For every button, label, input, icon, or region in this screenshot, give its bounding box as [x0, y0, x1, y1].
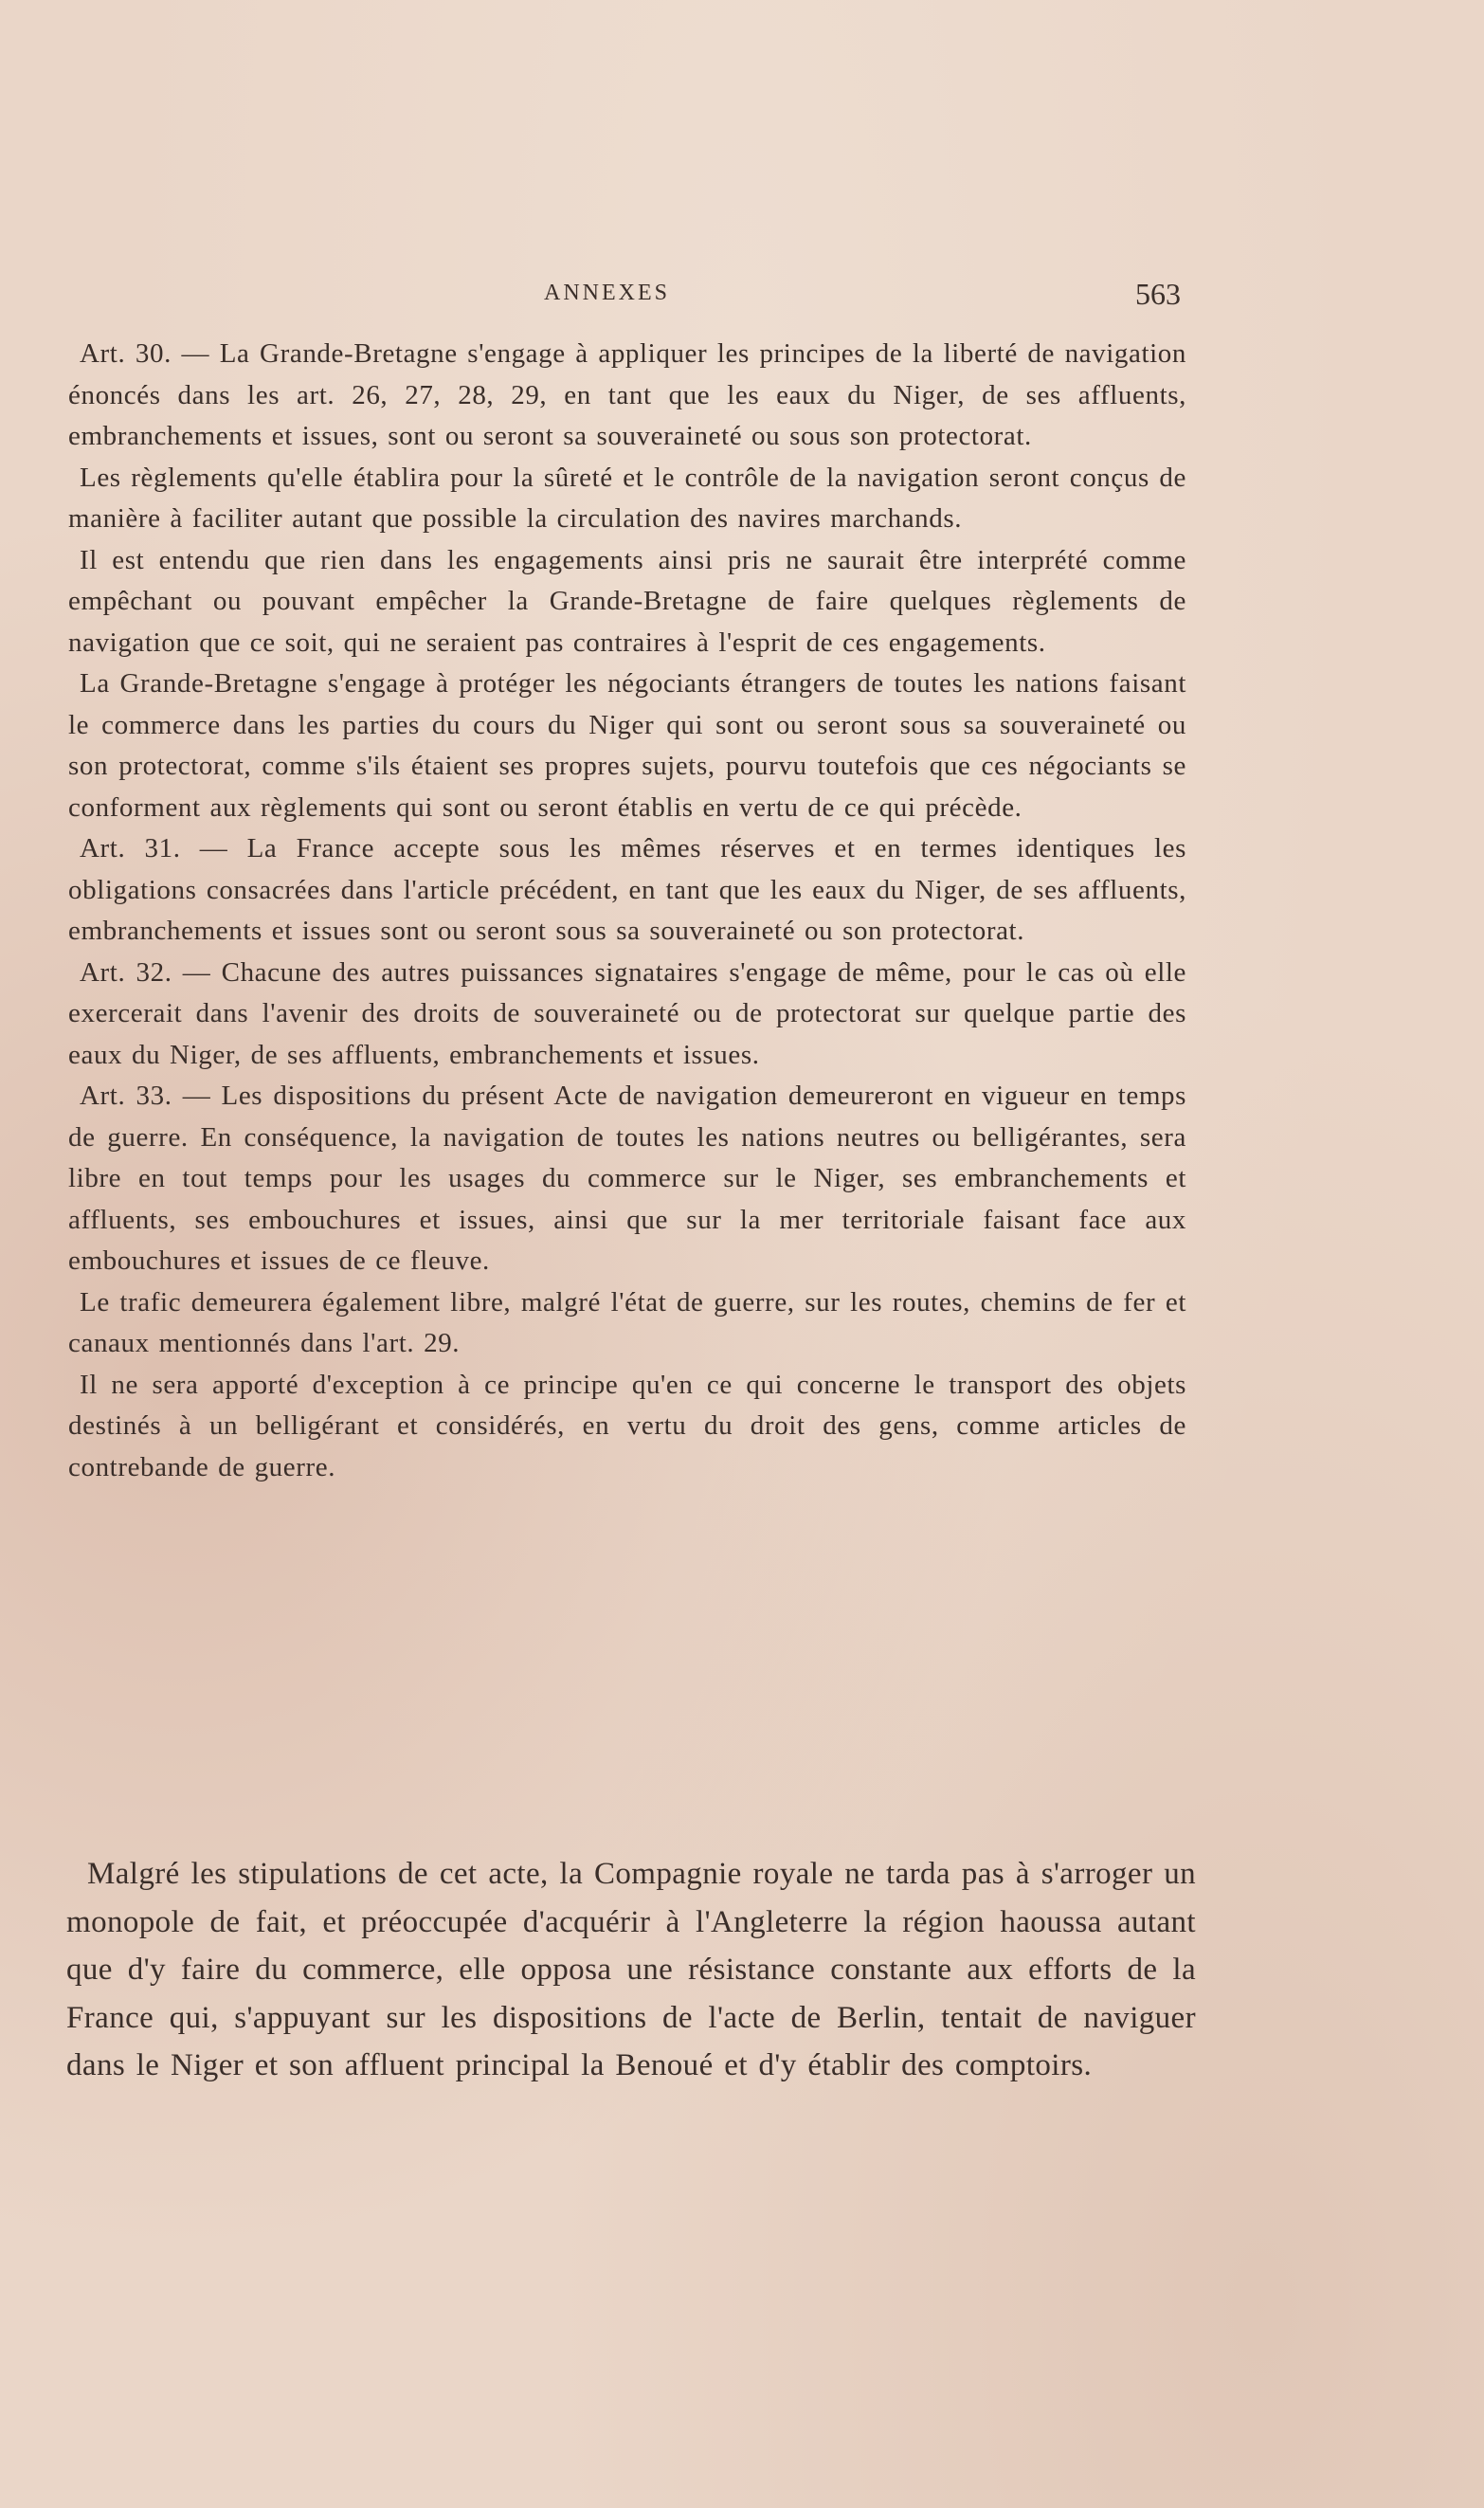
article-30-protection: La Grande-Bretagne s'engage à protéger les négociants étrangers de toutes les nations faisant le commerce dans les parties du cours du Niger qui sont ou seront sous sa souveraineté ou son protectorat, comme s'ils étaient ses propres sujets, pourvu toutefois que ces négociants se conforment aux règlements qui sont ou seront établis en vertu de ce qui précède. — [68, 668, 1186, 823]
article-30-understanding: Il est entendu que rien dans les engagements ainsi pris ne saurait être interprété comme empêchant ou pouvant empêcher la Grande-Bretagne de faire quelques règlements de navigation que ce soit, qui ne seraient pas contraires à l'esprit de ces engagements. — [68, 544, 1186, 658]
narrative-paragraph: Malgré les stipulations de cet acte, la Compagnie royale ne tarda pas à s'arroger un monopole de fait, et préoccupée d'acquérir à l'Angleterre la région haoussa autant que d'y faire du commerce, elle opposa une résistance constante aux efforts de la France qui, s'appuyant sur les dispositions de l'acte de Berlin, tentait de naviguer dans le Niger et son affluent principal la Benoué et d'y établir des comptoirs. — [66, 1857, 1196, 2082]
article-33-exception: Il ne sera apporté d'exception à ce principe qu'en ce qui concerne le transport des objets destinés à un belligérant et considérés, en vertu du droit des gens, comme articles de contrebande de guerre. — [68, 1369, 1186, 1482]
article-33: Art. 33. — Les dispositions du présent Acte de navigation demeureront en vigueur en temps de guerre. En conséquence, la navigation de toutes les nations neutres ou belligérantes, sera libre en tout temps pour les usages du commerce sur le Niger, ses embranchements et affluents, ses embouchures et issues, ainsi que sur la mer territoriale faisant face aux embouchures et issues de ce fleuve. — [68, 1081, 1186, 1276]
page-number: 563 — [1135, 277, 1181, 311]
article-30: Art. 30. — La Grande-Bretagne s'engage à appliquer les principes de la liberté de navigation énoncés dans les art. 26, 27, 28, 29, en tant que les eaux du Niger, de ses affluents, embranchements et issues, sont ou seront sa souveraineté ou sous son protectorat. — [68, 338, 1186, 451]
page-header — [0, 277, 1484, 318]
running-head: ANNEXES — [544, 281, 670, 305]
article-31: Art. 31. — La France accepte sous les mêmes réserves et en termes identiques les obligations consacrées dans l'article précédent, en tant que les eaux du Niger, de ses affluents, embranchements et issues sont ou seront sous sa souveraineté ou son protectorat. — [68, 833, 1186, 946]
article-30-regulations: Les règlements qu'elle établira pour la sûreté et le contrôle de la navigation seront conçus de manière à faciliter autant que possible la circulation des navires marchands. — [68, 462, 1186, 534]
narrative-text — [66, 1850, 1196, 2090]
annex-treaty-text — [68, 334, 1186, 1488]
article-33-traffic: Le trafic demeurera également libre, malgré l'état de guerre, sur les routes, chemins de fer et canaux mentionnés dans l'art. 29. — [68, 1286, 1186, 1358]
article-32: Art. 32. — Chacune des autres puissances signataires s'engage de même, pour le cas où elle exercerait dans l'avenir des droits de souveraineté ou de protectorat sur quelque partie des eaux du Niger, de ses affluents, embranchements et issues. — [68, 956, 1186, 1070]
